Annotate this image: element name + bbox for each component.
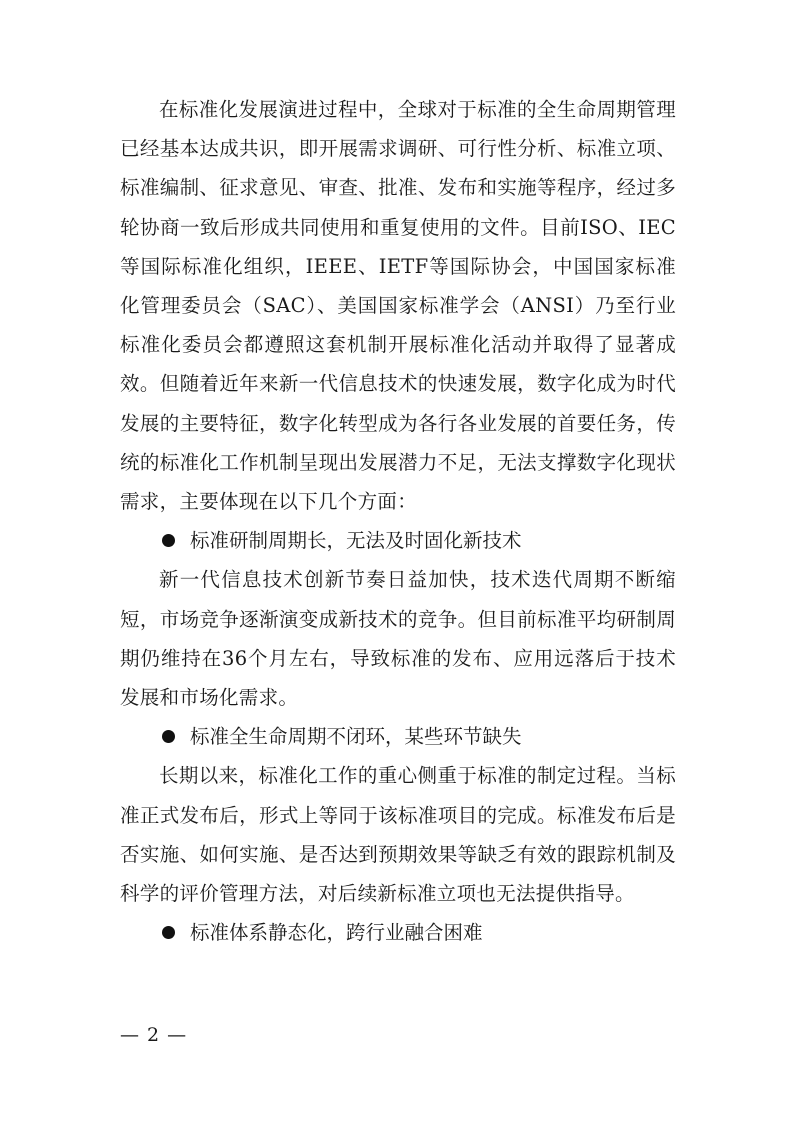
bullet-item-3-label: 标准体系静态化，跨行业融合困难	[190, 921, 483, 945]
bullet-item-1-label: 标准研制周期长，无法及时固化新技术	[190, 529, 522, 553]
bullet-item-1	[120, 521, 676, 560]
bullet-item-2-label: 标准全生命周期不闭环，某些环节缺失	[190, 725, 522, 749]
paragraph-lifecycle: 长期以来，标准化工作的重心侧重于标准的制定过程。当标准正式发布后，形式上等同于该标准项目的完成。标准发布后是否实施、如何实施、是否达到预期效果等缺乏有效的跟踪机制及科学的评价管理方法，对后续新标准立项也无法提供指导。	[120, 764, 676, 906]
bullet-item-2	[120, 717, 676, 756]
paragraph-cycle: 新一代信息技术创新节奏日益加快，技术迭代周期不断缩短，市场竞争逐渐演变成新技术的竞争。但目前标准平均研制周期仍维持在36个月左右，导致标准的发布、应用远落后于技术发展和市场化需求。	[120, 568, 676, 710]
bullet-item-3	[120, 913, 676, 952]
bullet-dot-icon	[162, 730, 175, 743]
bullet-dot-icon	[162, 926, 175, 939]
bullet-dot-icon	[162, 534, 175, 547]
page-number: — 2 —	[120, 1024, 188, 1046]
paragraph-intro: 在标准化发展演进过程中，全球对于标准的全生命周期管理已经基本达成共识，即开展需求调研、可行性分析、标准立项、标准编制、征求意见、审查、批准、发布和实施等程序，经过多轮协商一致后形成共同使用和重复使用的文件。目前ISO、IEC等国际标准化组织，IEEE、IETF等国际协会，中国国家标准化管理委员会（SAC）、美国国家标准学会（ANSI）乃至行业标准化委员会都遵照这套机制开展标准化活动并取得了显著成效。但随着近年来新一代信息技术的快速发展，数字化成为时代发展的主要特征，数字化转型成为各行各业发展的首要任务，传统的标准化工作机制呈现出发展潜力不足，无法支撑数字化现状需求，主要体现在以下几个方面：	[120, 98, 676, 514]
document-body	[120, 90, 676, 952]
